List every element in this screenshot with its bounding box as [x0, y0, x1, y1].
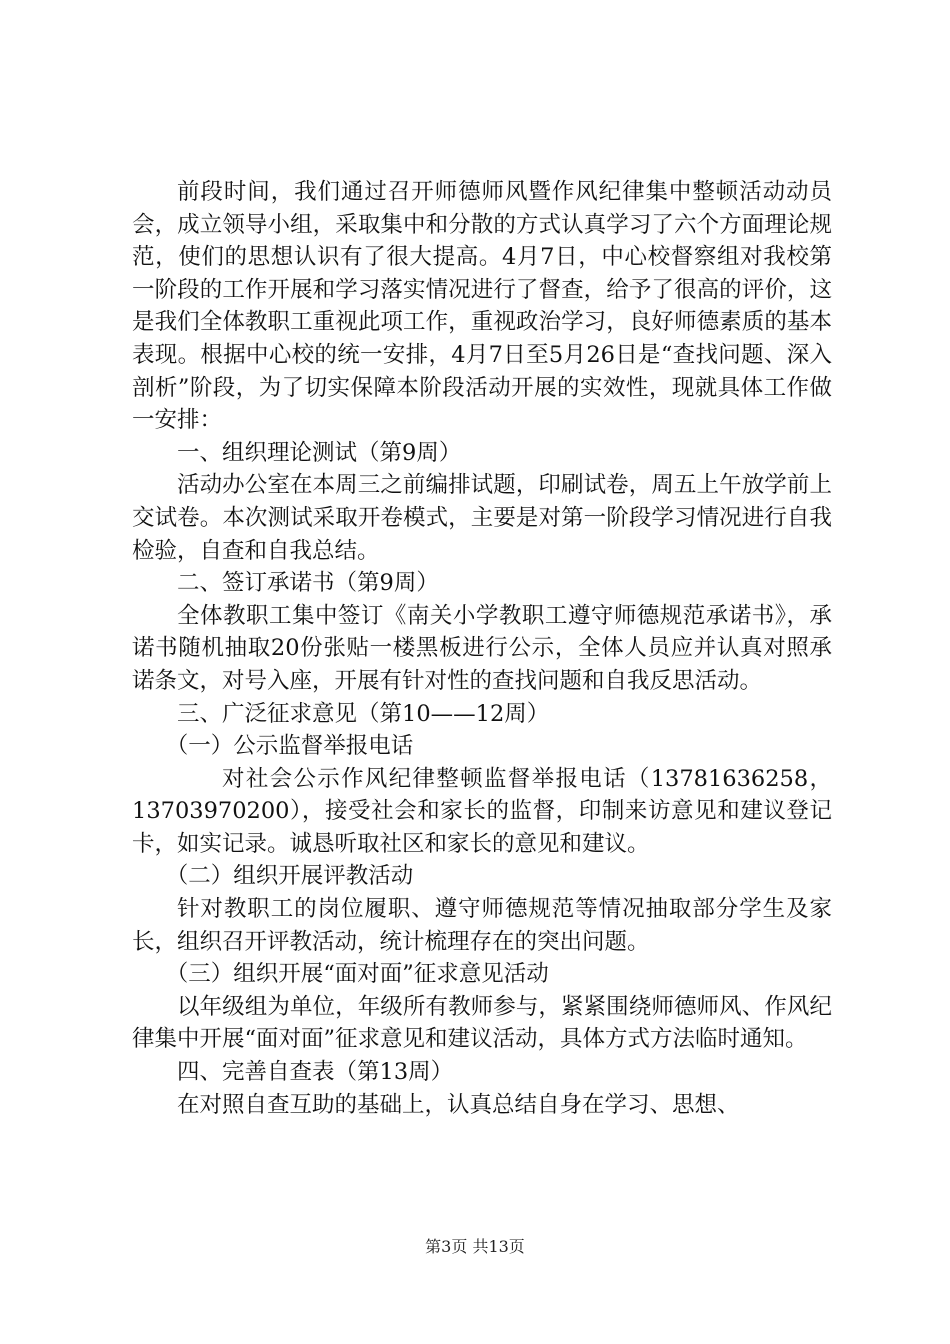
paragraph-3-1: 对社会公示作风纪律整顿监督举报电话（13781636258，13703970200），接受社会和家长的监督，印制来访意见和建议登记卡，如实记录。诚恳听取社区和家长的意见和建议。 [132, 765, 832, 857]
sub-heading-3-1: （一）公示监督举报电话 [165, 733, 414, 760]
section-heading-1: 一、组织理论测试（第9周） [177, 439, 462, 466]
paragraph-3-3: 以年级组为单位，年级所有教师参与，紧紧围绕师德师风、作风纪律集中开展“面对面”征求意见和建议活动，具体方式方法临时通知。 [132, 993, 832, 1053]
page-footer: 第3页 共13页 [425, 1237, 525, 1256]
section-heading-2: 二、签订承诺书（第9周） [177, 570, 439, 597]
paragraph-intro: 前段时间，我们通过召开师德师风暨作风纪律集中整顿活动动员会，成立领导小组，采取集中和分散的方式认真学习了六个方面理论规范，使们的思想认识有了很大提高。4月7日，中心校督察组对我校第一阶段的工作开展和学习落实情况进行了督查，给予了很高的评价，这是我们全体教职工重视此项工作，重视政治学习，良好师德素质的基本表现。根据中心校的统一安排，4月7日至5月26日是“查找问题、深入剖析”阶段，为了切实保障本阶段活动开展的实效性，现就具体工作做一安排： [132, 179, 832, 434]
paragraph-4: 在对照自查互助的基础上，认真总结自身在学习、思想、 [177, 1091, 740, 1118]
sub-heading-3-3: （三）组织开展“面对面”征求意见活动 [165, 961, 549, 988]
paragraph-2: 全体教职工集中签订《南关小学教职工遵守师德规范承诺书》，承诺书随机抽取20份张贴一楼黑板进行公示，全体人员应并认真对照承诺条文，对号入座，开展有针对性的查找问题和自我反思活动。 [132, 602, 832, 694]
paragraph-3-2: 针对教职工的岗位履职、遵守师德规范等情况抽取部分学生及家长，组织召开评教活动，统计梳理存在的突出问题。 [132, 896, 832, 955]
sub-heading-3-2: （二）组织开展评教活动 [165, 863, 414, 890]
document-body [132, 176, 832, 1121]
section-heading-3: 三、广泛征求意见（第10——12周） [177, 700, 550, 727]
section-heading-4: 四、完善自查表（第13周） [177, 1059, 454, 1086]
paragraph-1: 活动办公室在本周三之前编排试题，印刷试卷，周五上午放学前上交试卷。本次测试采取开卷模式，主要是对第一阶段学习情况进行自我检验，自查和自我总结。 [132, 472, 832, 564]
